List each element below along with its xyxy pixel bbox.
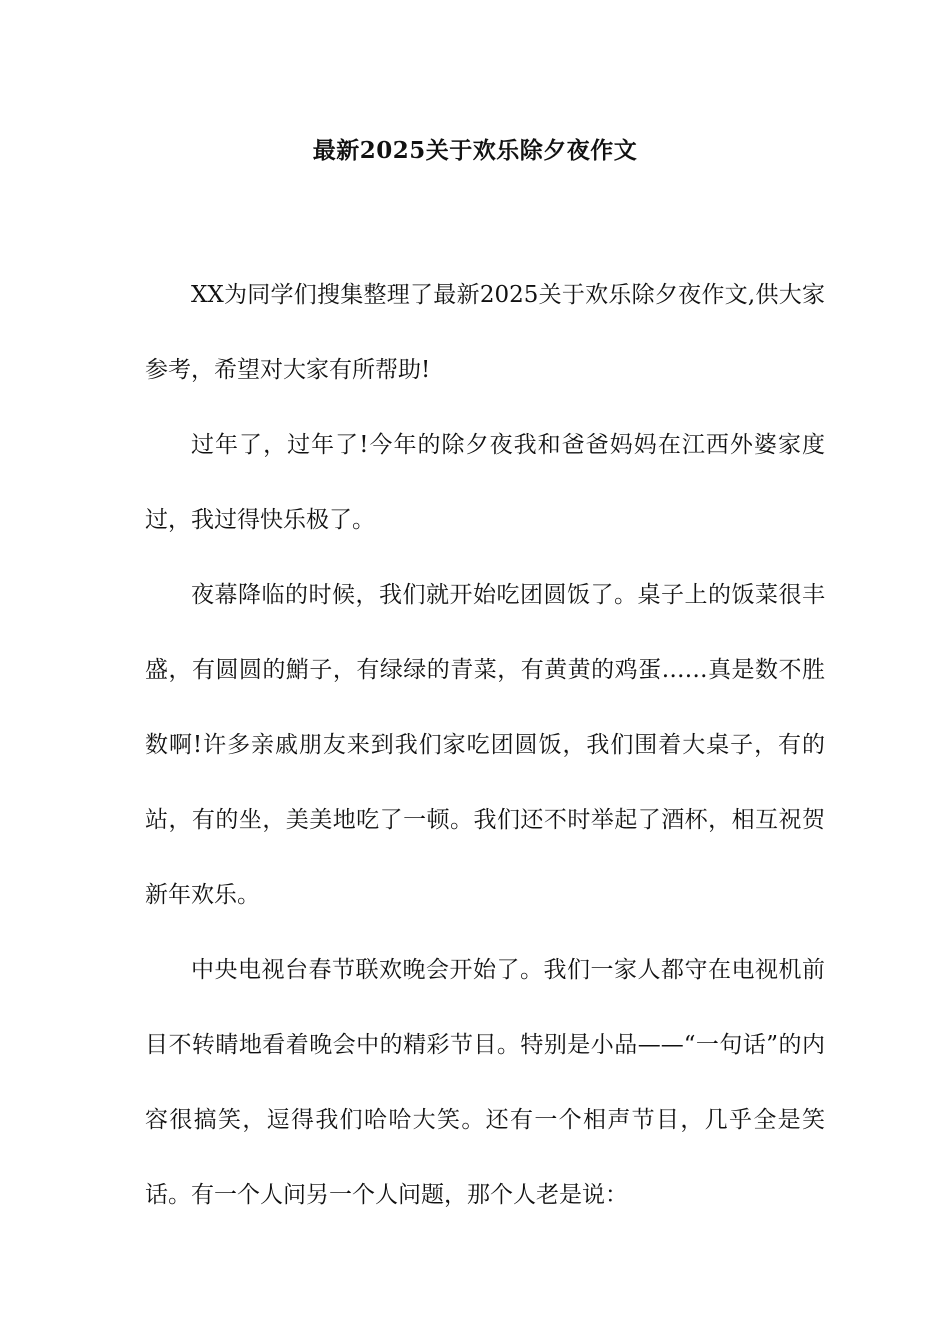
paragraph-4: 中央电视台春节联欢晚会开始了。我们一家人都守在电视机前目不转睛地看着晚会中的精彩节目。特别是小品——“一句话”的内容很搞笑，逗得我们哈哈大笑。还有一个相声节目，几乎全是笑话。有一个人问另一个人问题，那个人老是说：: [145, 957, 825, 1208]
paragraph-2: 过年了，过年了!今年的除夕夜我和爸爸妈妈在江西外婆家度过，我过得快乐极了。: [145, 432, 825, 533]
paragraph-1: XX为同学们搜集整理了最新2025关于欢乐除夕夜作文,供大家参考，希望对大家有所帮助!: [145, 282, 825, 383]
document-title: 最新2025关于欢乐除夕夜作文: [312, 137, 638, 164]
document-body: [145, 258, 825, 1233]
paragraph-3: 夜幕降临的时候，我们就开始吃团圆饭了。桌子上的饭菜很丰盛，有圆圆的鮹子，有绿绿的青菜，有黄黄的鸡蛋……真是数不胜数啊!许多亲戚朋友来到我们家吃团圆饭，我们围着大桌子，有的站，有的坐，美美地吃了一顿。我们还不时举起了酒杯，相互祝贺新年欢乐。: [145, 582, 825, 908]
